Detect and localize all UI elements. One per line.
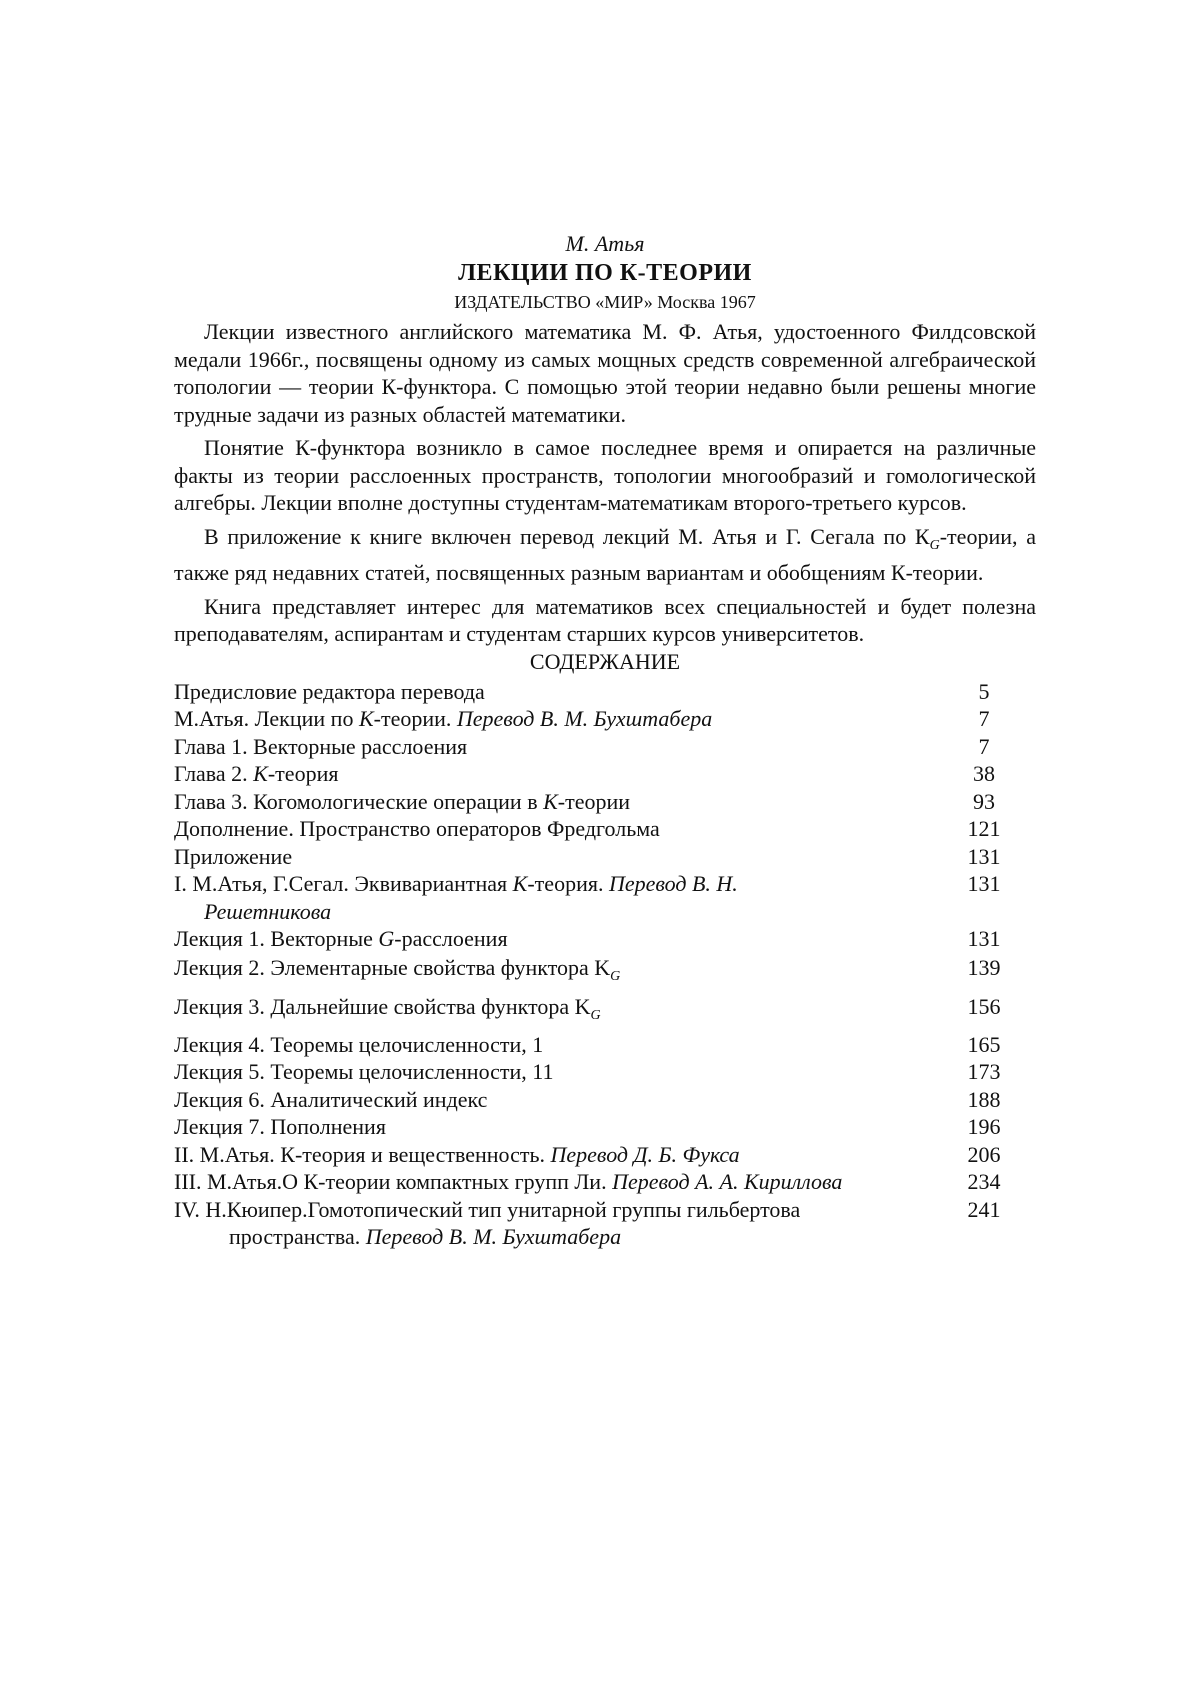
toc-entry-title xyxy=(174,925,959,953)
publisher-line: ИЗДАТЕЛЬСТВО «МИР» Москва 1967 xyxy=(454,292,756,312)
toc-text: Приложение xyxy=(174,843,293,869)
toc-text: Глава 2. xyxy=(174,761,254,786)
toc-entry-title xyxy=(174,1196,959,1251)
toc-entry-title xyxy=(174,1113,959,1141)
toc-math: K xyxy=(543,788,558,814)
toc-translator: Перевод В. Н. xyxy=(608,871,738,896)
toc-entry-page: 234 xyxy=(967,1169,1001,1194)
subscript-g: G xyxy=(929,537,940,553)
toc-entry-page: 188 xyxy=(967,1086,1001,1112)
toc-text: Лекция 7. Пополнения xyxy=(174,1114,386,1139)
toc-entry-page: 241 xyxy=(967,1196,1001,1222)
toc-entry-page: 7 xyxy=(978,733,990,759)
toc-entry xyxy=(174,1086,1036,1114)
toc-text: IV. Н.Кюипер.Гомотопический тип унитарной группы гильбертова xyxy=(174,1196,801,1222)
toc-entry xyxy=(174,815,1036,843)
toc-entry-title xyxy=(174,760,959,788)
toc-text: -теория. xyxy=(527,871,609,896)
toc-text: Глава 3. Когомологические операции в xyxy=(174,788,544,814)
toc-entry xyxy=(174,1168,1036,1196)
toc-entry xyxy=(174,1113,1036,1141)
book-title: ЛЕКЦИИ ПО К-ТЕОРИИ xyxy=(458,260,752,286)
abstract-p3-part-b: -теории, а также ряд недавних статей, посвященных разным вариантам и обобщениям К-теории. xyxy=(174,523,1036,585)
toc-entry-title xyxy=(174,705,959,733)
toc-entry-page: 156 xyxy=(967,993,1001,1019)
toc-entry-page: 139 xyxy=(967,954,1001,980)
toc-translator: Перевод Д. Б. Фукса xyxy=(550,1141,740,1167)
toc-math: G xyxy=(378,926,395,951)
toc-entry-page: 173 xyxy=(967,1059,1001,1084)
abstract-paragraph-1: Лекции известного английского математика М. Ф. Атья, удостоенного Филдсовской медали 1966г., посвящены одному из самых мощных средств современной алгебраической топологии — теории К-функтора. С помощью этой теории недавно были решены многие трудные задачи из разных областей математики. xyxy=(174,319,1036,427)
toc-entry-page: 206 xyxy=(967,1141,1001,1167)
toc-text: -теория xyxy=(267,761,339,786)
toc-math: K xyxy=(253,761,268,786)
toc-entry xyxy=(174,1196,1036,1251)
abstract-paragraph-4: Книга представляет интерес для математиков всех специальностей и будет полезна преподавателям, аспирантам и студентам старших курсов университетов. xyxy=(174,593,1036,646)
toc-entry-page: 93 xyxy=(973,788,995,814)
abstract-p3-part-a: В приложение к книге включен перевод лекций М. Атья и Г. Сегала по К xyxy=(204,523,930,549)
toc-text: -расслоения xyxy=(394,926,508,951)
toc-math: K xyxy=(358,706,374,731)
toc-entry-page: 7 xyxy=(978,706,990,731)
toc-entry xyxy=(174,1031,1036,1059)
toc-entry-title xyxy=(174,815,959,843)
toc-text: Предисловие редактора перевода xyxy=(174,678,485,704)
toc-text: I. М.Атья, Г.Сегал. Эквивариантная xyxy=(174,871,513,896)
toc-entry-page: 165 xyxy=(967,1031,1001,1057)
toc-entry-page: 121 xyxy=(967,816,1001,841)
toc-entry-title xyxy=(174,1141,959,1169)
toc-heading: СОДЕРЖАНИЕ xyxy=(529,648,681,674)
toc-entry xyxy=(174,870,1036,925)
toc-text: -теории xyxy=(557,788,631,814)
toc-text: Глава 1. Векторные расслоения xyxy=(174,733,468,759)
subscript-g: G xyxy=(610,968,621,984)
toc-entry-title xyxy=(174,678,959,706)
toc-entry-page: 131 xyxy=(967,926,1001,951)
toc-text: Лекция 6. Аналитический индекс xyxy=(174,1086,488,1112)
toc-text: Лекция 1. Векторные xyxy=(174,926,379,951)
toc-entry xyxy=(174,1141,1036,1169)
toc-entry xyxy=(174,733,1036,761)
toc-text: -теории. xyxy=(373,706,457,731)
toc-entry-title xyxy=(174,1086,959,1114)
toc-text: Лекция 2. Элементарные свойства функтора K xyxy=(174,954,611,980)
toc-entry-title xyxy=(174,953,959,992)
toc-text: Лекция 3. Дальнейшие свойства функтора K xyxy=(174,993,591,1019)
toc-translator-cont: Решетникова xyxy=(204,898,332,924)
toc-entry-cont xyxy=(174,1223,959,1251)
toc-entry-title xyxy=(174,788,959,816)
subscript-g: G xyxy=(590,1007,601,1023)
toc-entry xyxy=(174,843,1036,871)
toc-entry-title xyxy=(174,1058,959,1086)
toc-entry xyxy=(174,953,1036,992)
toc-entry xyxy=(174,678,1036,706)
book-page xyxy=(174,230,1036,1251)
toc-translator: Перевод А. А. Кириллова xyxy=(612,1169,843,1194)
toc-text: III. М.Атья.О К-теории компактных групп Ли. xyxy=(174,1169,613,1194)
toc-text: Дополнение. Пространство операторов Фредгольма xyxy=(174,816,660,841)
toc-entry-page: 131 xyxy=(967,843,1001,869)
toc-entry-title xyxy=(174,843,959,871)
toc-entry-page: 131 xyxy=(967,871,1001,896)
toc-text: М.Атья. Лекции по xyxy=(174,706,359,731)
toc-entry-title xyxy=(174,870,959,925)
toc-entry-title xyxy=(174,1168,959,1196)
toc-entry xyxy=(174,925,1036,953)
toc-translator: Перевод В. М. Бухштабера xyxy=(365,1224,622,1249)
toc-translator: Перевод В. М. Бухштабера xyxy=(456,706,713,731)
toc-entry-title xyxy=(174,1031,959,1059)
toc-math: K xyxy=(512,871,528,896)
abstract-paragraph-2: Понятие К-функтора возникло в самое последнее время и опирается на различные факты из теории расслоенных пространств, топологии многообразий и гомологической алгебры. Лекции вполне доступны студентам-математикам второго-третьего курсов. xyxy=(174,435,1036,515)
toc-entry xyxy=(174,1058,1036,1086)
toc-entry xyxy=(174,705,1036,733)
toc-entry-page: 5 xyxy=(978,678,990,704)
toc-entry-page: 38 xyxy=(973,761,995,786)
author-name: М. Атья xyxy=(565,231,645,256)
toc-text: Лекция 5. Теоремы целочисленности, 11 xyxy=(174,1059,554,1084)
toc-text: II. М.Атья. К-теория и вещественность. xyxy=(174,1141,551,1167)
toc-entry xyxy=(174,760,1036,788)
toc-text: пространства. xyxy=(229,1224,366,1249)
toc-entry-title xyxy=(174,733,959,761)
toc-entry-page: 196 xyxy=(967,1114,1001,1139)
toc-entry xyxy=(174,788,1036,816)
toc-entry xyxy=(174,992,1036,1031)
table-of-contents xyxy=(174,678,1036,1251)
abstract-paragraph-3 xyxy=(174,523,1036,587)
toc-entry-title xyxy=(174,992,959,1031)
toc-text: Лекция 4. Теоремы целочисленности, 1 xyxy=(174,1031,544,1057)
